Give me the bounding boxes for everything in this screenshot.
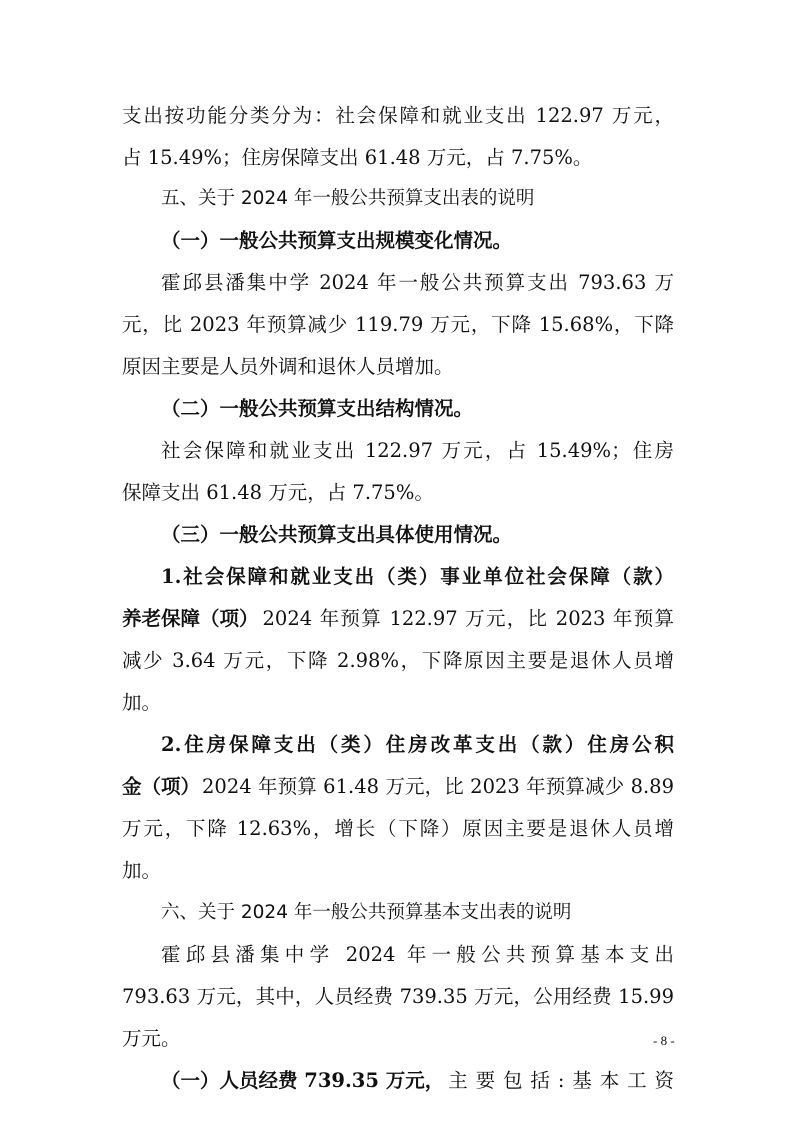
paragraph-line: 霍邱县潘集中学 2024 年一般公共预算支出 793.63 万 [161, 271, 674, 294]
paragraph-line: 社会保障和就业支出 122.97 万元，占 15.49%；住房 [161, 439, 674, 462]
paragraph-text: 2024 年预算 122.97 万元，比 2023 年预算 [262, 607, 674, 630]
paragraph-line: 减少 3.64 万元，下降 2.98%，下降原因主要是退休人员增 [122, 649, 674, 672]
item-heading-tail: 养老保障（项） [122, 607, 259, 630]
paragraph-line: 占 15.49%；住房保障支出 61.48 万元，占 7.75%。 [122, 146, 593, 169]
subsection-heading: （一）一般公共预算支出规模变化情况。 [161, 229, 513, 252]
paragraph-line: 加。 [122, 859, 162, 882]
paragraph-line [122, 774, 674, 800]
subsection-heading: （二）一般公共预算支出结构情况。 [161, 397, 474, 420]
item-heading: 2.住房保障支出（类）住房改革支出（款）住房公积 [161, 733, 674, 756]
section-heading: 六、关于 2024 年一般公共预算基本支出表的说明 [161, 902, 572, 923]
paragraph-line [122, 606, 674, 632]
paragraph-text: 主要包括:基本工资 [448, 1069, 674, 1092]
paragraph-line: 霍邱县潘集中学 2024 年一般公共预算基本支出 [161, 943, 674, 966]
paragraph-line: 万元。 [122, 1027, 181, 1050]
subsection-heading-inline: （一）人员经费 739.35 万元， [161, 1069, 445, 1092]
paragraph-line: 支出按功能分类分为：社会保障和就业支出 122.97 万元， [122, 104, 674, 127]
paragraph-line: 加。 [122, 691, 162, 714]
paragraph-text: 2024 年预算 61.48 万元，比 2023 年预算减少 8.89 [202, 775, 674, 798]
page-number: - 8 - [653, 1033, 675, 1048]
subsection-heading: （三）一般公共预算支出具体使用情况。 [161, 523, 513, 546]
paragraph-line: 保障支出 61.48 万元，占 7.75%。 [122, 481, 434, 504]
paragraph-line: 原因主要是人员外调和退休人员增加。 [122, 355, 454, 378]
paragraph-line [161, 1068, 674, 1094]
paragraph-line: 793.63 万元，其中，人员经费 739.35 万元，公用经费 15.99 [122, 985, 674, 1008]
section-heading: 五、关于 2024 年一般公共预算支出表的说明 [161, 188, 535, 209]
item-heading-tail: 金（项） [122, 775, 201, 798]
item-heading: 1.社会保障和就业支出（类）事业单位社会保障（款） [161, 565, 674, 588]
paragraph-line: 万元，下降 12.63%，增长（下降）原因主要是退休人员增 [122, 817, 674, 840]
paragraph-line: 元，比 2023 年预算减少 119.79 万元，下降 15.68%，下降 [122, 313, 674, 336]
